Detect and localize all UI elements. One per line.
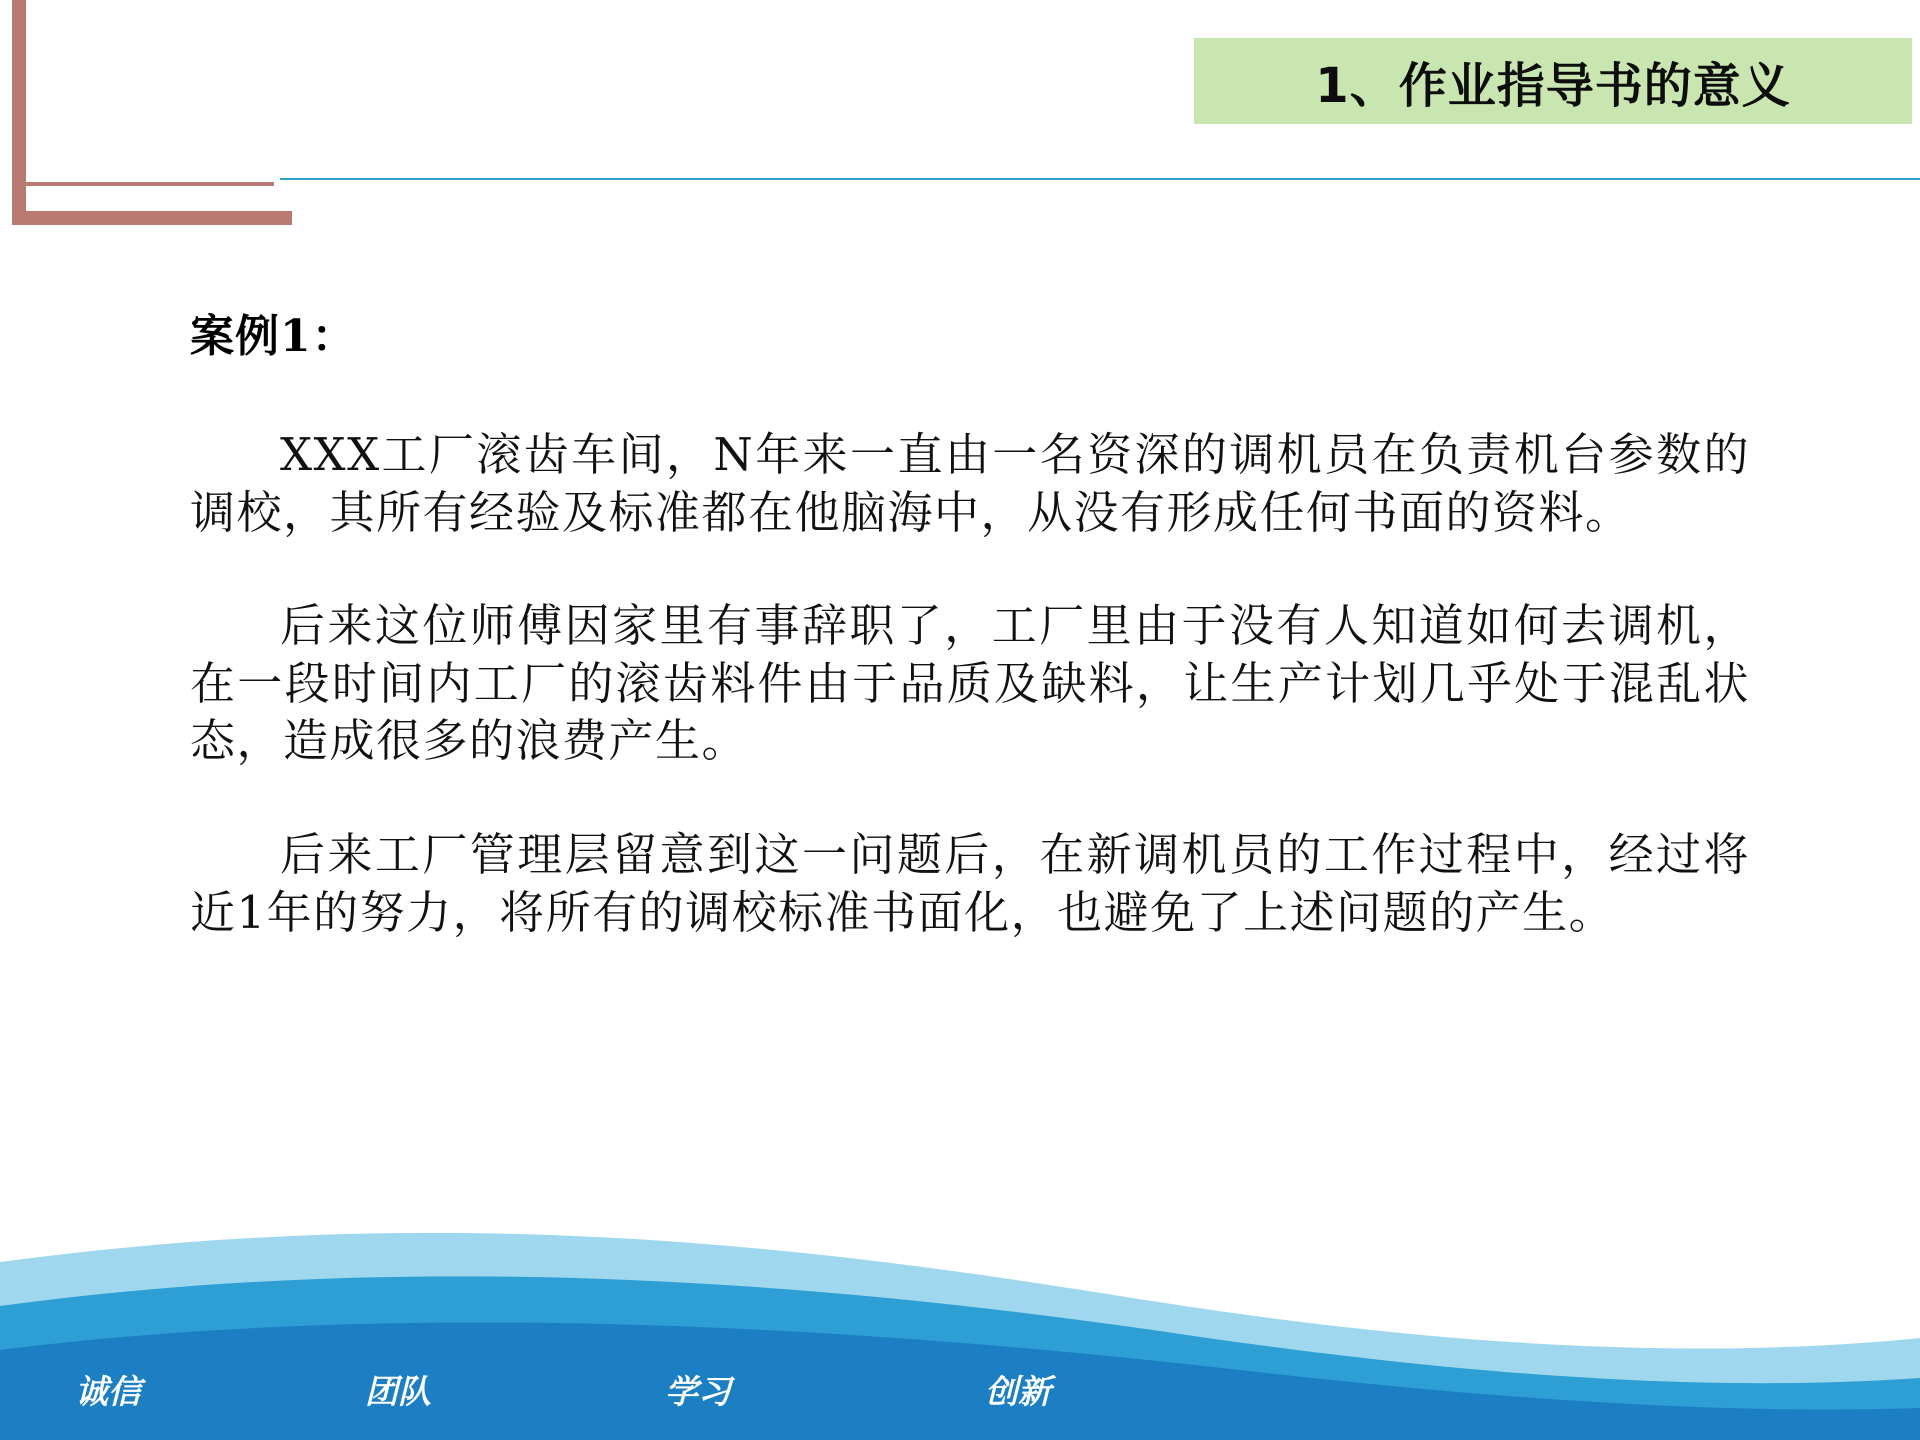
body-paragraph-2: 后来这位师傅因家里有事辞职了，工厂里由于没有人知道如何去调机，在一段时间内工厂的滚齿料件由于品质及缺料，让生产计划几乎处于混乱状态，造成很多的浪费产生。 bbox=[190, 599, 1750, 768]
footer-word-3: 学习 bbox=[665, 1372, 731, 1411]
body-paragraph-1: XXX工厂滚齿车间，N年来一直由一名资深的调机员在负责机台参数的调校，其所有经验及标准都在他脑海中，从没有形成任何书面的资料。 bbox=[190, 428, 1750, 539]
header-divider bbox=[280, 178, 1920, 180]
slide-body bbox=[190, 300, 1790, 997]
slide-title-band bbox=[1194, 38, 1912, 124]
corner-bracket-inner bbox=[12, 0, 274, 186]
footer-word-1: 诚信 bbox=[75, 1372, 141, 1411]
page-title: 1、作业指导书的意义 bbox=[1315, 57, 1791, 114]
footer-keywords bbox=[0, 1366, 1920, 1422]
body-paragraph-3: 后来工厂管理层留意到这一问题后，在新调机员的工作过程中，经过将近1年的努力，将所有的调校标准书面化，也避免了上述问题的产生。 bbox=[190, 827, 1750, 939]
case-label: 案例1： bbox=[190, 311, 357, 362]
footer-word-2: 团队 bbox=[365, 1372, 431, 1411]
footer-word-4: 创新 bbox=[985, 1372, 1051, 1411]
